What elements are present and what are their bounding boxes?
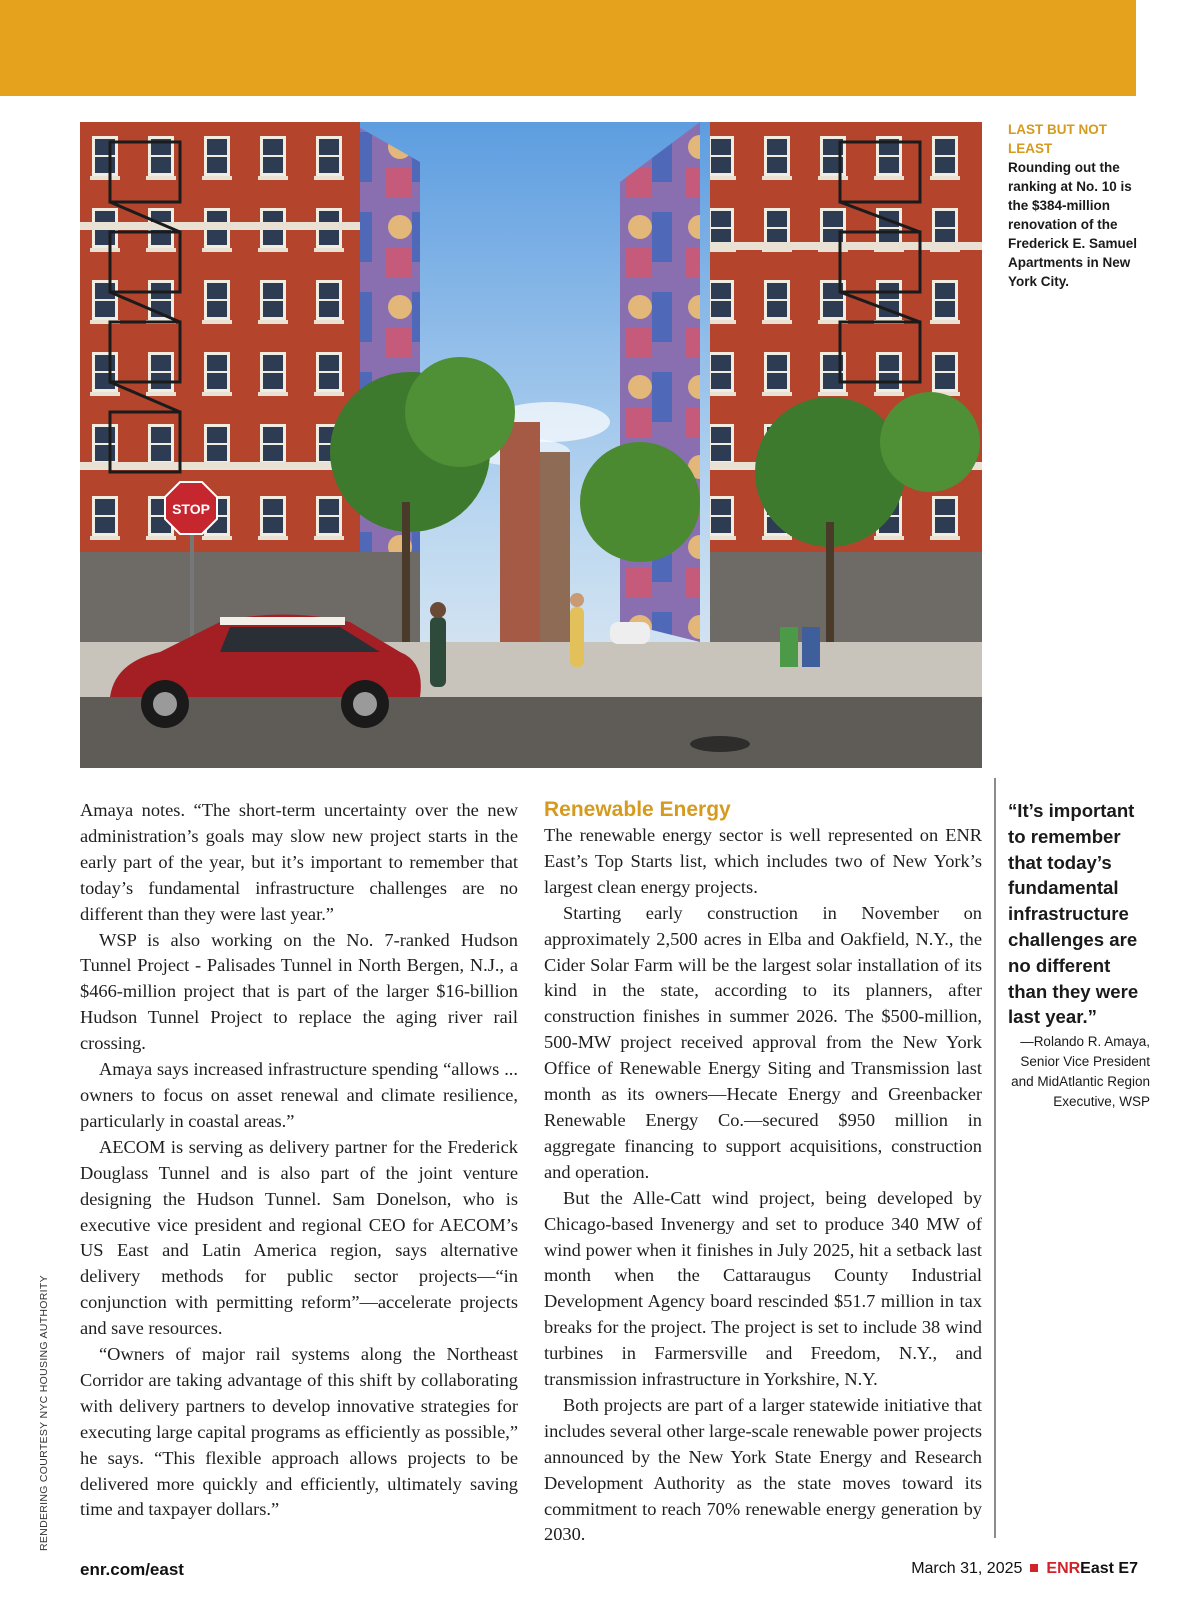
column1-paragraph: Amaya notes. “The short-term uncertainty over the new administration’s goals may slow new project starts in the early part of the year, but it’s important to remember that today’s fundamental infrastructure challenges are no different than they were last year.” — [80, 800, 518, 924]
footer-folio — [911, 1560, 1138, 1578]
header-color-band — [0, 0, 1136, 96]
footer-date: March 31, 2025 — [911, 1560, 1023, 1577]
article-column-2 — [544, 797, 982, 1548]
column1-paragraph: “Owners of major rail systems along the Northeast Corridor are taking advantage of this shift by collaborating with delivery partners to develop innovative strategies for executing large capital programs as efficiently as possible,” he says. “This flexible approach allows projects to be delivered more quickly and efficiently, ultimately saving time and taxpayer dollars.” — [80, 1344, 518, 1520]
footer-page-number: E7 — [1118, 1560, 1138, 1577]
column2-paragraph: The renewable energy sector is well represented on ENR East’s Top Starts list, which includes two of New York’s largest clean energy projects. — [544, 825, 982, 897]
stop-sign-text: STOP — [172, 501, 210, 517]
column1-paragraph: WSP is also working on the No. 7-ranked Hudson Tunnel Project - Palisades Tunnel in North Bergen, N.J., a $466-million project that is part of the larger $16-billion Hudson Tunnel Project to replace the aging river rail crossing. — [80, 929, 518, 1054]
footer-brand-east: East — [1080, 1560, 1114, 1577]
pull-quote-text: “It’s important to remember that today’s fundamental infrastructure challenges are no different than they were last year.” — [1008, 800, 1139, 1028]
column1-paragraph: AECOM is serving as delivery partner for the Frederick Douglass Tunnel and is also part of the joint venture designing the Hudson Tunnel. Sam Donelson, who is executive vice president and regional CEO for AECOM’s US East and Latin America region, says alternative delivery methods for public sector projects—“in conjunction with permitting reform”—accelerate projects and save resources. — [80, 1136, 518, 1339]
photo-caption — [1008, 120, 1150, 291]
rendering-photo — [80, 122, 982, 768]
pull-quote — [1008, 798, 1150, 1112]
column2-paragraph: But the Alle-Catt wind project, being developed by Chicago-based Invenergy and set to produce 340 MW of wind power when it finishes in July 2025, hit a setback last month when the Cattaraugus County Industrial Development Agency board rescinded $51.7 million in tax breaks for the project. The project is set to include 38 wind turbines in Farmersville and Freedom, N.Y., and transmission infrastructure in Yorkshire, N.Y. — [544, 1187, 982, 1390]
column-divider — [994, 778, 996, 1538]
column2-paragraph: Both projects are part of a larger statewide initiative that includes several other large-scale renewable power projects announced by the New York State Energy and Research Development Authority as the state moves toward its commitment to reach 70% renewable energy generation by 2030. — [544, 1394, 982, 1545]
column2-paragraph: Starting early construction in November on approximately 2,500 acres in Elba and Oakfield, N.Y., the Cider Solar Farm will be the largest solar installation of its kind in the state, according to its planners, after construction finishes in summer 2026. The $500-million, 500-MW project received approval from the New York Office of Renewable Energy Siting and Transmission last month as its owners—Hecate Energy and Greenbacker Renewable Energy Co.—secured $950 million in aggregate financing to support acquisitions, construction and operation. — [544, 902, 982, 1182]
footer-square-icon — [1030, 1564, 1038, 1572]
pull-quote-attribution: —Rolando R. Amaya, Senior Vice President and MidAtlantic Region Executive, WSP — [1011, 1034, 1150, 1110]
column1-paragraph: Amaya says increased infrastructure spending “allows ... owners to focus on asset renewal and climate resilience, particularly in coastal areas.” — [80, 1059, 518, 1131]
caption-text: Rounding out the ranking at No. 10 is the $384-million renovation of the Frederick E. Samuel Apartments in New York City. — [1008, 160, 1138, 289]
caption-kicker: LAST BUT NOT LEAST — [1008, 122, 1107, 156]
footer-url[interactable]: enr.com/east — [80, 1560, 184, 1579]
section-subhead: Renewable Energy — [544, 798, 731, 821]
article-column-1 — [80, 798, 518, 1523]
photo-credit-text: RENDERING COURTESY NYC HOUSING AUTHORITY — [38, 1275, 50, 1551]
footer-brand-enr: ENR — [1046, 1560, 1081, 1577]
